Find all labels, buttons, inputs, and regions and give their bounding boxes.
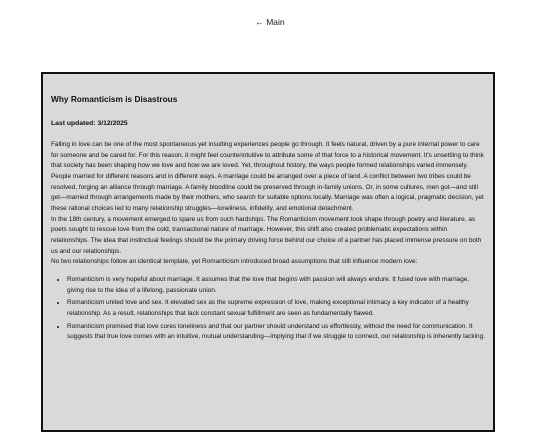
top-nav bbox=[0, 17, 540, 27]
list-item: • Romanticism united love and sex. It elevated sex as the supreme expression of love, making exceptional intimacy a key indicator of a healthy relationship. As a result, relationships that lack constant sexual fulfillment are seen as fundamentally flawed. bbox=[67, 298, 485, 319]
article-card bbox=[41, 72, 495, 432]
article-paragraph: No two relationships follow an identical template, yet Romanticism introduced broad assumptions that still influence modern love: bbox=[51, 258, 418, 266]
last-updated: Last updated: 3/12/2025 bbox=[51, 120, 128, 127]
back-arrow-icon: ← bbox=[255, 17, 264, 27]
article-paragraph: Falling in love can be one of the most spontaneous yet insulting experiences people go through. It feels natural, driven by a pure internal power to care for someone and be cared for. For this reason, it might feel counterintuitive to attribute some of that force to a historical movement. It's unsettling to think that society has been shaping how we love and how we are loved. Yet, throughout history, the ways people formed relationships varied immensely. bbox=[51, 141, 484, 170]
article-body bbox=[51, 140, 485, 343]
article-paragraph: People married for different reasons and in different ways. A marriage could be arranged over a piece of land. A conflict between two tribes could be resolved, forging an alliance through marriage. A family bloodline could be preserved through in-family unions. Or, in some cultures, men got—and still get—married through arrangements made by their mothers, who search for suitable options locally. Marriage was often a logical, pragmatic decision, yet these rational choices led to many relationship struggles—loneliness, infidelity, and emotional detachment. bbox=[51, 172, 484, 212]
back-to-main-link[interactable] bbox=[255, 17, 284, 27]
main-link-label: Main bbox=[266, 17, 285, 27]
article-title: Why Romanticism is Disastrous bbox=[51, 94, 178, 104]
assumptions-list bbox=[51, 275, 485, 343]
article-paragraph: In the 18th century, a movement emerged to spare us from such hardships. The Romanticism movement took shape through poetry and literature, as poets sought to rescue love from the cold, transactional nature of marriage. However, this shift also created problematic expectations within relationships. The idea that instinctual feelings should be the primary driving force behind our choice of a partner has placed immense pressure on both us and our relationships. bbox=[51, 215, 482, 255]
list-item: • Romanticism is very hopeful about marriage. It assumes that the love that begins with passion will always endure. It fused love with marriage, giving rise to the idea of a lifelong, passionate union. bbox=[67, 275, 485, 296]
list-item: • Romanticism promised that love cures loneliness and that our partner should understand us effortlessly, without the need for communication. It suggests that true love comes with an intuitive, mutual understanding—implying that if we struggle to connect, our relationship is inherently lacking. bbox=[67, 322, 485, 343]
